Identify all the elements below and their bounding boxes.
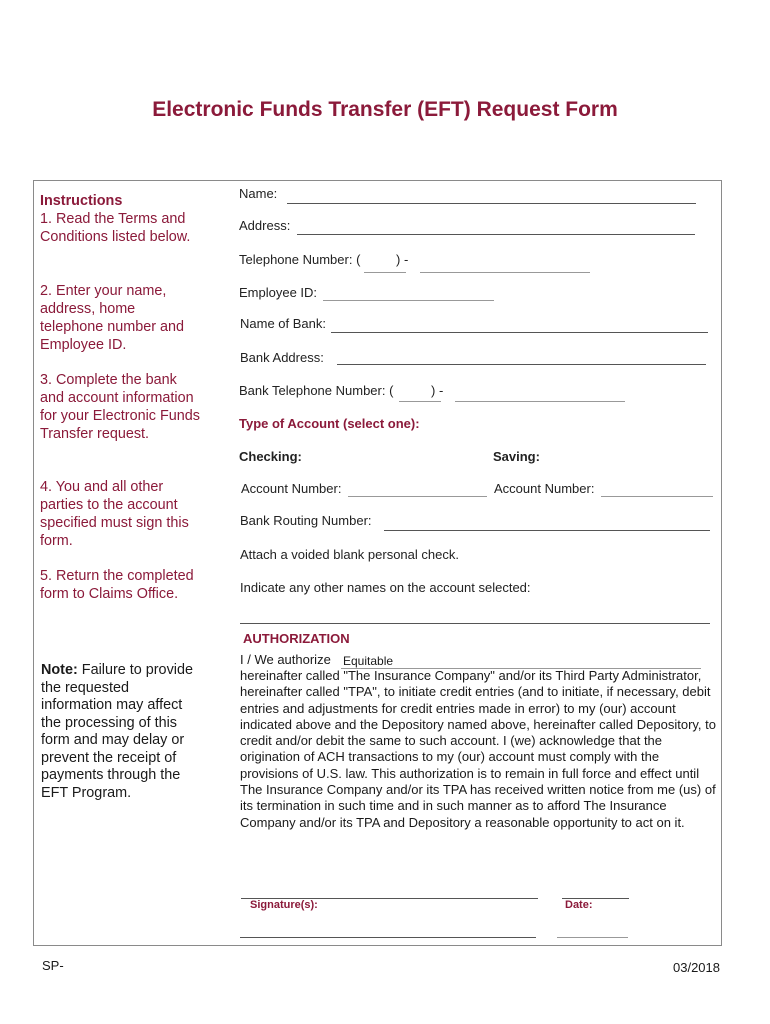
other-names-label: Indicate any other names on the account selected: [240,580,531,595]
note-label: Note: [41,662,78,678]
bank-telephone-area-code-field[interactable] [399,401,441,402]
bank-address-label: Bank Address: [240,350,324,365]
other-names-field[interactable] [240,623,710,624]
routing-number-field[interactable] [384,530,710,531]
telephone-area-code-field[interactable] [364,272,406,273]
employee-id-label: Employee ID: [239,285,318,300]
bank-name-label: Name of Bank: [240,316,326,331]
saving-label[interactable]: Saving: [493,449,540,464]
instruction-step-5: 5. Return the completed form to Claims Office. [40,568,194,602]
bank-telephone-number-field[interactable] [455,401,625,402]
note-paragraph [41,662,201,802]
telephone-label: Telephone Number: ( [239,252,361,267]
signature-field-2[interactable] [240,937,536,938]
bank-telephone-close-paren: ) - [431,383,444,398]
form-title: Electronic Funds Transfer (EFT) Request Form [152,98,618,121]
name-field[interactable] [287,203,696,204]
instruction-step-2: 2. Enter your name, address, home telephone number and Employee ID. [40,283,185,353]
date-field-2[interactable] [557,937,628,938]
account-type-heading: Type of Account (select one): [239,416,420,431]
bank-name-field[interactable] [331,332,708,333]
authorization-insurer-name: Equitable [343,654,394,668]
checking-account-number-field[interactable] [348,496,487,497]
bank-address-field[interactable] [337,364,706,365]
signature-label: Signature(s): [250,899,318,911]
name-label: Name: [239,186,278,201]
employee-id-field[interactable] [323,300,494,301]
attach-check-note: Attach a voided blank personal check. [240,547,459,562]
note-text: Failure to provide the requested information may affect the processing of this form and may delay or prevent the receipt of payments through the EFT Program. [41,662,193,801]
authorization-body: hereinafter called "The Insurance Company" and/or its Third Party Administrator, hereinafter called "TPA", to initiate credit entries (and to initiate, if necessary, debit entries and adjustments for credit entries made in error) to my (our) account indicated above and the Depository named above, hereinafter called Depository, to credit and/or debit the same to such account. I (we) acknowledge that the origination of ACH transactions to my (our) account must comply with the provisions of U.S. law. This authorization is to remain in full force and effect until The Insurance Company and/or its TPA has received written notice from me (us) of its termination in such time and in such manner as to afford The Insurance Company and/or its TPA and Depository a reasonable opportunity to act on it. [240,668,716,830]
form-code: SP- [42,958,64,973]
checking-label[interactable]: Checking: [239,449,302,464]
bank-telephone-label: Bank Telephone Number: ( [239,383,394,398]
address-label: Address: [239,218,291,233]
saving-account-number-label: Account Number: [494,481,595,496]
address-field[interactable] [297,234,695,235]
authorization-heading: AUTHORIZATION [243,631,350,646]
instruction-step-3: 3. Complete the bank and account information for your Electronic Funds Transfer request. [40,372,200,442]
date-label: Date: [565,899,593,911]
telephone-close-paren: ) - [396,252,409,267]
checking-account-number-label: Account Number: [241,481,342,496]
instruction-step-4: 4. You and all other parties to the account specified must sign this form. [40,479,189,549]
saving-account-number-field[interactable] [601,496,713,497]
instruction-step-1: 1. Read the Terms and Conditions listed below. [40,211,191,245]
telephone-number-field[interactable] [420,272,590,273]
authorization-intro: I / We authorize [240,652,331,667]
form-revision-date: 03/2018 [673,960,720,975]
routing-number-label: Bank Routing Number: [240,513,372,528]
instructions-heading: Instructions [40,193,123,209]
